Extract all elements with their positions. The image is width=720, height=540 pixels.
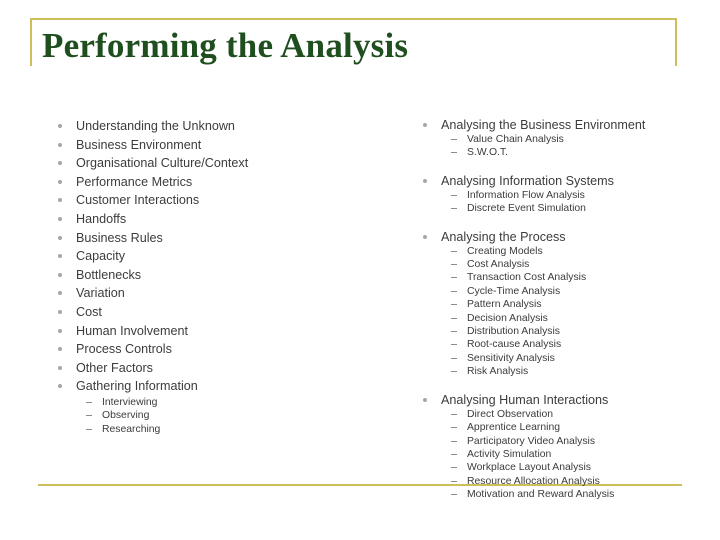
sub-list (76, 396, 248, 436)
list-item-label: Understanding the Unknown (76, 119, 235, 133)
bullet-icon (423, 235, 427, 239)
dash-icon (451, 441, 457, 442)
list-item (423, 392, 645, 502)
list-item (58, 284, 248, 303)
sub-list-item (441, 408, 645, 421)
list-item (58, 266, 248, 285)
slide-title: Performing the Analysis (42, 26, 409, 65)
sub-list-item (76, 396, 248, 409)
list-item (423, 229, 645, 379)
bullet-icon (58, 254, 62, 258)
sub-list-item-label: Activity Simulation (467, 448, 552, 460)
sub-list-item (441, 325, 645, 338)
bullet-icon (423, 179, 427, 183)
list-item-label: Performance Metrics (76, 174, 193, 189)
list-item-label: Bottlenecks (76, 267, 142, 282)
list-item-label: Capacity (76, 249, 125, 264)
list-item (58, 136, 248, 155)
sub-list-item-label: Distribution Analysis (467, 326, 560, 338)
sub-list-item-label: Interviewing (102, 396, 158, 408)
left-bullet-list (58, 117, 248, 436)
frame-left-line (30, 18, 32, 66)
dash-icon (451, 371, 457, 372)
sub-list-item (441, 258, 645, 271)
sub-list-item-label: Decision Analysis (467, 312, 548, 324)
sub-list-item (441, 461, 645, 474)
list-item (58, 191, 248, 210)
dash-icon (451, 208, 457, 209)
sub-list-item (441, 352, 645, 365)
dash-icon (451, 318, 457, 319)
sub-list-item (441, 448, 645, 461)
list-item-label: Customer Interactions (76, 193, 200, 208)
list-item-label: Handoffs (76, 211, 127, 226)
dash-icon (451, 264, 457, 265)
sub-list-item (441, 338, 645, 351)
sub-list-item-label: Motivation and Reward Analysis (467, 489, 615, 501)
list-item-label: Organisational Culture/Context (76, 156, 249, 171)
bullet-icon (58, 180, 62, 184)
list-item-label: Analysing Human Interactions (441, 392, 609, 407)
bullet-icon (58, 310, 62, 314)
bullet-icon (423, 123, 427, 127)
sub-list-item-label: Participatory Video Analysis (467, 435, 596, 447)
sub-list-item-label: Researching (102, 423, 161, 435)
dash-icon (451, 195, 457, 196)
sub-list-item (441, 365, 645, 378)
sub-list-item-label: Discrete Event Simulation (467, 203, 586, 215)
list-item-label: Other Factors (76, 360, 153, 375)
list-item (58, 210, 248, 229)
dash-icon (451, 277, 457, 278)
sub-list-item (441, 202, 645, 215)
sub-list-item-label: Creating Models (467, 245, 543, 257)
sub-list-item (76, 409, 248, 422)
sub-list-item-label: Workplace Layout Analysis (467, 462, 591, 474)
bullet-icon (58, 384, 62, 388)
sub-list-item-label: Resource Allocation Analysis (467, 475, 600, 487)
list-item (423, 117, 645, 160)
sub-list-item (441, 133, 645, 146)
sub-list-item (441, 421, 645, 434)
sub-list-item (441, 435, 645, 448)
sub-list-item (441, 146, 645, 159)
dash-icon (86, 402, 92, 403)
dash-icon (451, 494, 457, 495)
dash-icon (451, 304, 457, 305)
sub-list-item-label: Direct Observation (467, 408, 554, 420)
dash-icon (451, 454, 457, 455)
bullet-icon (58, 273, 62, 277)
dash-icon (451, 414, 457, 415)
bullet-icon (58, 329, 62, 333)
sub-list (441, 245, 645, 379)
dash-icon (451, 481, 457, 482)
list-item (58, 154, 248, 173)
list-item (58, 303, 248, 322)
list-item (58, 117, 248, 136)
sub-list-item (441, 312, 645, 325)
right-bullet-list (423, 117, 645, 502)
bullet-icon (58, 217, 62, 221)
bullet-icon (58, 143, 62, 147)
sub-list-item (441, 298, 645, 311)
sub-list-item-label: Risk Analysis (467, 366, 529, 378)
sub-list-item-label: Cycle-Time Analysis (467, 285, 561, 297)
list-item-label: Business Rules (76, 230, 163, 245)
sub-list (441, 408, 645, 502)
sub-list-item (441, 488, 645, 501)
frame-top-line (30, 18, 675, 20)
list-item (423, 173, 645, 216)
sub-list-item-label: Root-cause Analysis (467, 339, 562, 351)
dash-icon (451, 291, 457, 292)
list-item (58, 322, 248, 341)
sub-list-item (441, 475, 645, 488)
sub-list (441, 133, 645, 160)
dash-icon (451, 152, 457, 153)
list-item-label: Analysing the Business Environment (441, 118, 646, 132)
list-item (58, 229, 248, 248)
list-item-label: Cost (76, 304, 102, 319)
sub-list-item-label: Apprentice Learning (467, 422, 561, 434)
list-item-label: Business Environment (76, 137, 202, 152)
bullet-icon (58, 347, 62, 351)
list-item-label: Analysing Information Systems (441, 173, 614, 188)
frame-right-line (675, 18, 677, 66)
list-item (58, 247, 248, 266)
sub-list-item (441, 285, 645, 298)
bullet-icon (423, 398, 427, 402)
sub-list-item (76, 423, 248, 436)
bullet-icon (58, 291, 62, 295)
sub-list-item-label: S.W.O.T. (467, 147, 508, 159)
sub-list-item-label: Pattern Analysis (467, 299, 542, 311)
list-item-label: Gathering Information (76, 379, 198, 394)
list-item-label: Variation (76, 286, 125, 301)
list-item-label: Human Involvement (76, 323, 188, 338)
list-item-label: Analysing the Process (441, 229, 566, 244)
list-item (58, 359, 248, 378)
bullet-icon (58, 236, 62, 240)
list-item (58, 340, 248, 359)
sub-list-item-label: Cost Analysis (467, 259, 530, 271)
sub-list-item-label: Transaction Cost Analysis (467, 272, 587, 284)
bullet-icon (58, 366, 62, 370)
bullet-icon (58, 161, 62, 165)
list-item-label: Process Controls (76, 342, 172, 357)
dash-icon (451, 344, 457, 345)
sub-list-item-label: Value Chain Analysis (467, 134, 564, 145)
sub-list (441, 189, 645, 216)
dash-icon (86, 415, 92, 416)
sub-list-item (441, 271, 645, 284)
dash-icon (451, 251, 457, 252)
dash-icon (451, 427, 457, 428)
dash-icon (451, 358, 457, 359)
bullet-icon (58, 124, 62, 128)
bullet-icon (58, 198, 62, 202)
list-item (58, 377, 248, 436)
dash-icon (86, 429, 92, 430)
dash-icon (451, 139, 457, 140)
sub-list-item-label: Observing (102, 410, 150, 422)
sub-list-item-label: Information Flow Analysis (467, 189, 585, 201)
dash-icon (451, 331, 457, 332)
sub-list-item (441, 189, 645, 202)
dash-icon (451, 467, 457, 468)
list-item (58, 173, 248, 192)
sub-list-item (441, 245, 645, 258)
sub-list-item-label: Sensitivity Analysis (467, 352, 555, 364)
